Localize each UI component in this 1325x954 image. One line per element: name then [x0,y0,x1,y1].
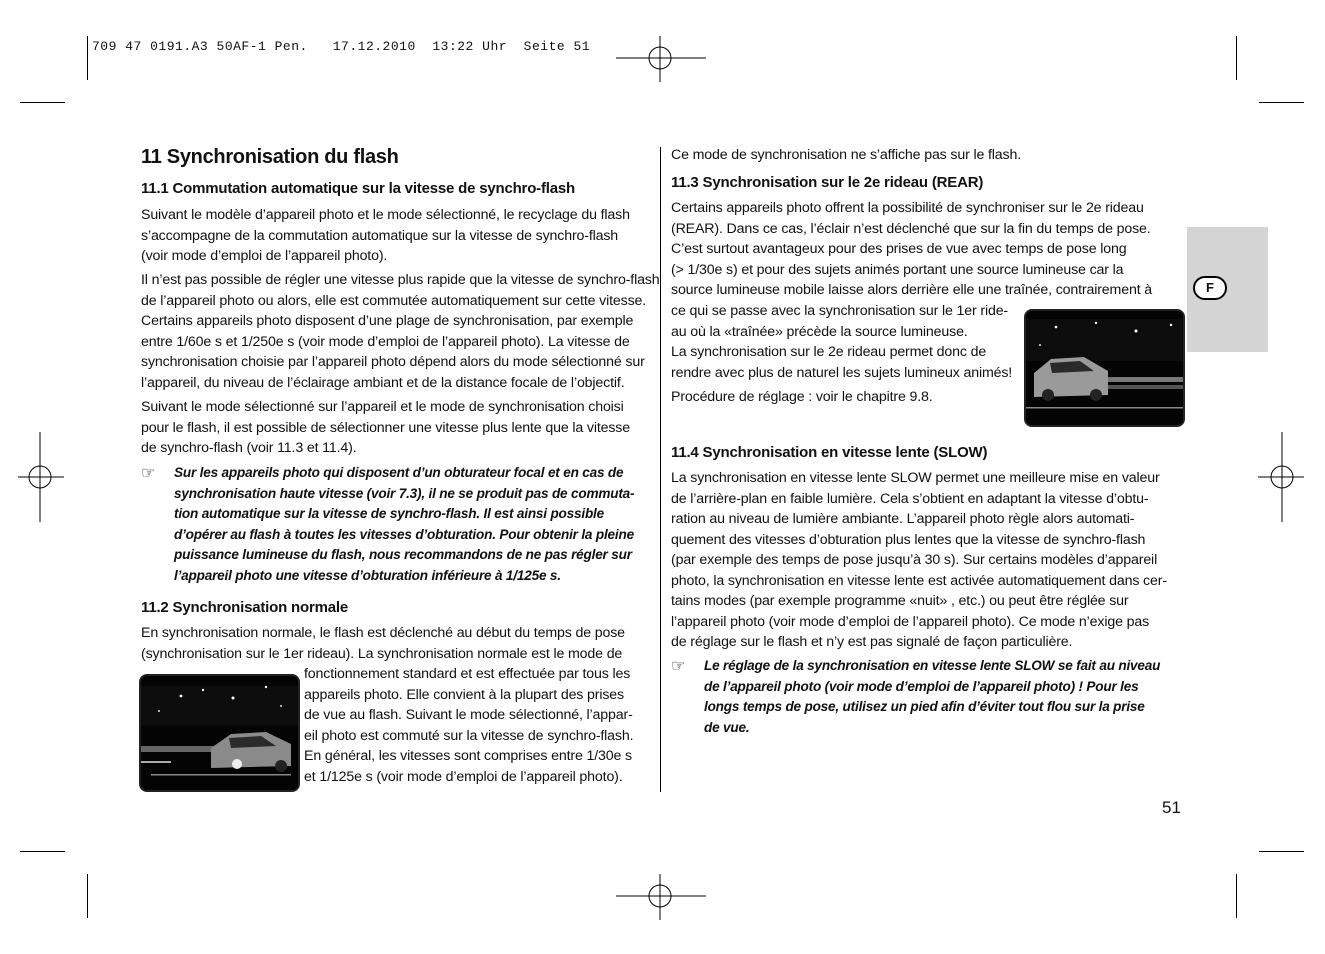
registration-mark-left [18,432,64,522]
photo-rear-sync [1024,309,1185,427]
photo-normal-sync [139,674,300,792]
registration-mark-right [1258,432,1304,522]
procedure-reference: Procédure de réglage : voir le chapitre 9.8. [671,389,933,405]
pointing-hand-icon: ☞ [141,465,156,482]
section-heading-11-1: 11.1 Commutation automatique sur la vitesse de synchro-flash [141,180,575,197]
registration-mark-bottom [616,874,706,920]
section-heading-11-2: 11.2 Synchronisation normale [141,599,348,616]
page-number: 51 [1162,798,1181,817]
continuation-line: Ce mode de synchronisation ne s’affiche pas sur le flash. [671,147,1022,163]
chapter-title: 11 Synchronisation du flash [141,146,399,168]
section-heading-11-3: 11.3 Synchronisation sur le 2e rideau (REAR) [671,174,984,191]
print-slug: 709 47 0191.A3 50AF-1 Pen. 17.12.2010 13:22 Uhr Seite 51 [92,39,591,54]
pointing-hand-icon: ☞ [671,658,686,675]
column-divider [660,147,661,792]
registration-mark-top [616,36,706,82]
night-car-image [141,676,298,790]
night-car-trail-image [1026,311,1183,425]
language-badge: F [1193,276,1227,300]
section-heading-11-4: 11.4 Synchronisation en vitesse lente (SLOW) [671,444,988,461]
